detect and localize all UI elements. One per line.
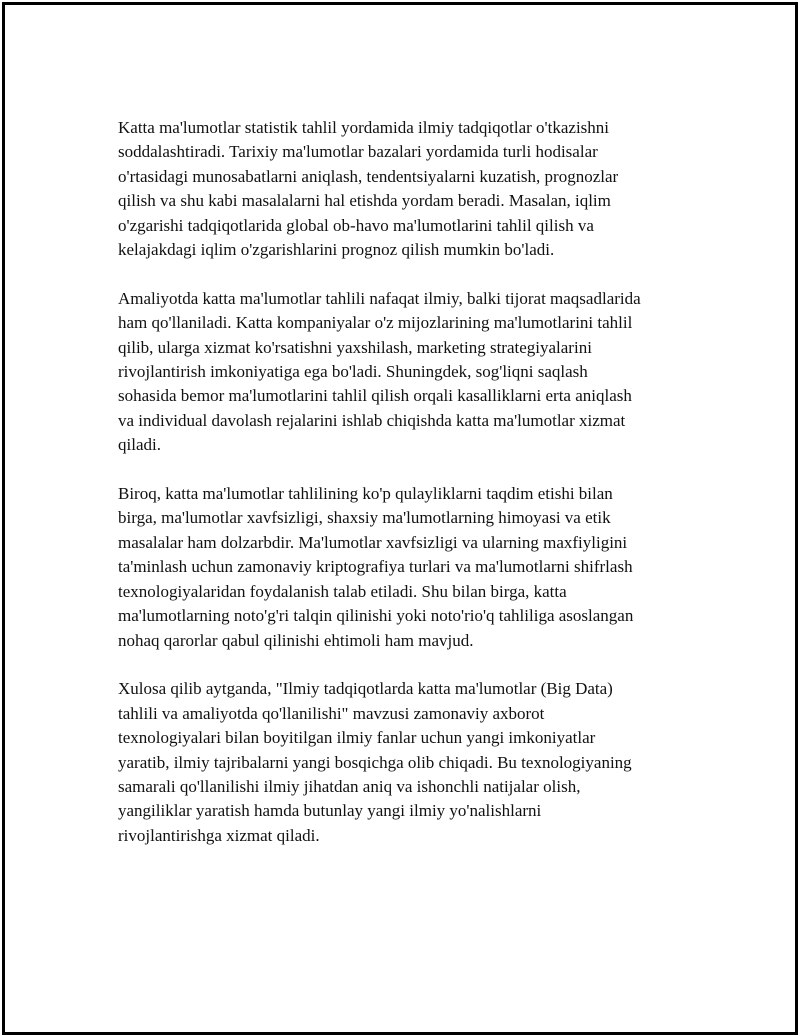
text-line: Xulosa qilib aytganda, "Ilmiy tadqiqotlarda katta ma'lumotlar (Big Data) [118, 679, 613, 699]
text-line: masalalar ham dolzarbdir. Ma'lumotlar xavfsizligi va ularning maxfiyligini [118, 532, 628, 552]
text-line: qiladi. [118, 435, 161, 455]
text-line: samarali qo'llanilishi ilmiy jihatdan aniq va ishonchli natijalar olish, [118, 776, 581, 796]
text-line: rivojlantirishga xizmat qiladi. [118, 825, 320, 845]
text-line: kelajakdagi iqlim o'zgarishlarini prognoz qilish mumkin bo'ladi. [118, 240, 555, 260]
text-line: birga, ma'lumotlar xavfsizligi, shaxsiy ma'lumotlarning himoyasi va etik [118, 508, 611, 528]
text-line: nohaq qarorlar qabul qilinishi ehtimoli ham mavjud. [118, 630, 474, 650]
text-line: qilish va shu kabi masalalarni hal etishda yordam beradi. Masalan, iqlim [118, 191, 611, 211]
text-line: ma'lumotlarning noto'g'ri talqin qilinishi yoki noto'rio'q tahliliga asoslangan [118, 606, 634, 626]
text-line: o'rtasidagi munosabatlarni aniqlash, tendentsiyalarni kuzatish, prognozlar [118, 166, 619, 186]
text-line: soddalashtiradi. Tarixiy ma'lumotlar bazalari yordamida turli hodisalar [118, 142, 598, 162]
text-line: Katta ma'lumotlar statistik tahlil yordamida ilmiy tadqiqotlar o'tkazishni [118, 118, 609, 137]
text-line: ham qo'llaniladi. Katta kompaniyalar o'z mijozlarining ma'lumotlarini tahlil [118, 313, 633, 333]
text-line: yangiliklar yaratish hamda butunlay yangi ilmiy yo'nalishlarni [118, 801, 542, 821]
text-line: o'zgarishi tadqiqotlarida global ob-havo ma'lumotlarini tahlil qilish va [118, 215, 594, 235]
text-line: tahlili va amaliyotda qo'llanilishi" mavzusi zamonaviy axborot [118, 703, 545, 723]
text-line: Amaliyotda katta ma'lumotlar tahlili nafaqat ilmiy, balki tijorat maqsadlarida [118, 288, 641, 308]
paragraph [118, 287, 708, 458]
text-line: rivojlantirish imkoniyatiga ega bo'ladi. Shuningdek, sog'liqni saqlash [118, 362, 588, 382]
paragraph [118, 482, 708, 653]
text-line: sohasida bemor ma'lumotlarini tahlil qilish orqali kasalliklarni erta aniqlash [118, 386, 632, 406]
text-line: texnologiyalari bilan boyitilgan ilmiy fanlar uchun yangi imkoniyatlar [118, 728, 596, 748]
text-line: Biroq, katta ma'lumotlar tahlilining ko'p qulayliklarni taqdim etishi bilan [118, 484, 613, 504]
document-body [118, 116, 708, 873]
paragraph [118, 677, 708, 848]
text-line: va individual davolash rejalarini ishlab chiqishda katta ma'lumotlar xizmat [118, 410, 626, 430]
text-line: qilib, ularga xizmat ko'rsatishni yaxshilash, marketing strategiyalarini [118, 337, 592, 357]
text-line: yaratib, ilmiy tajribalarni yangi bosqichga olib chiqadi. Bu texnologiyaning [118, 752, 632, 772]
paragraph [118, 116, 708, 262]
text-line: ta'minlash uchun zamonaviy kriptografiya turlari va ma'lumotlarni shifrlash [118, 557, 633, 577]
text-line: texnologiyalaridan foydalanish talab etiladi. Shu bilan birga, katta [118, 581, 567, 601]
